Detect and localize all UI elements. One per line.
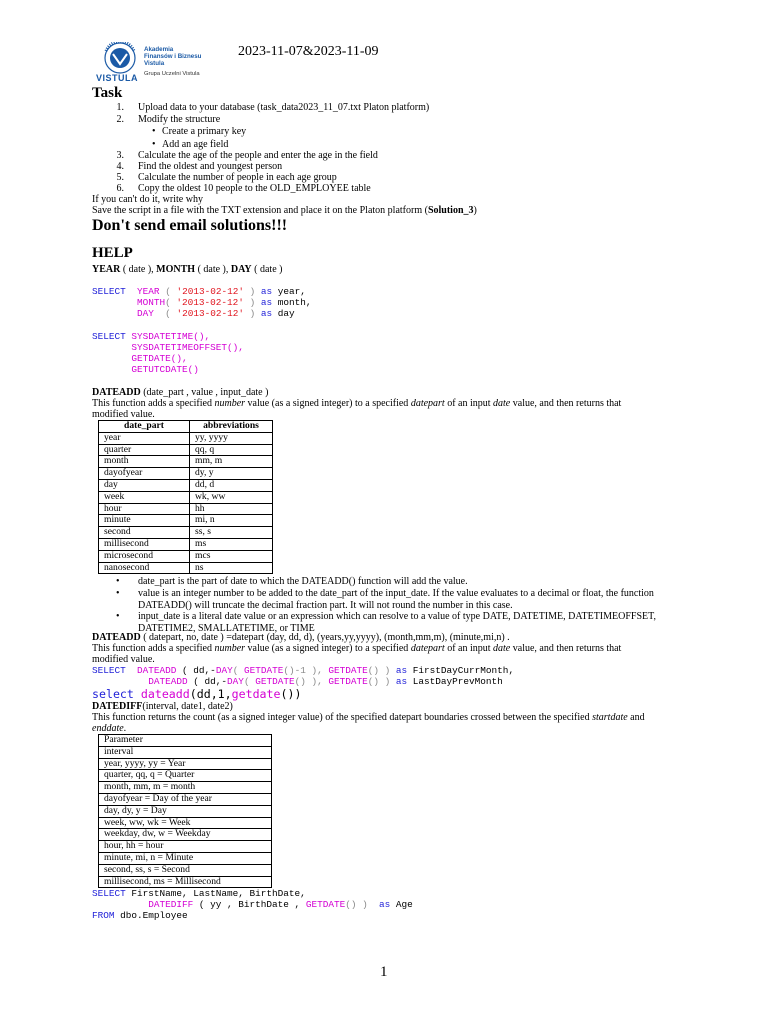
abbreviation-cell: dy, y — [190, 468, 273, 480]
table-row — [99, 864, 272, 876]
table-row — [99, 444, 273, 456]
datediff-heading: DATEDIFF(interval, date1, date2) — [92, 701, 233, 712]
parameter-cell: minute, mi, n = Minute — [99, 852, 272, 864]
abbreviation-cell: mm, m — [190, 456, 273, 468]
table-row — [99, 817, 272, 829]
abbreviation-cell: ss, s — [190, 527, 273, 539]
logo-brand: VISTULA — [96, 73, 139, 83]
table-row — [99, 746, 272, 758]
task-subitem-1: • Create a primary key — [162, 126, 246, 137]
date-part-cell: second — [99, 527, 190, 539]
parameter-cell: second, ss, s = Second — [99, 864, 272, 876]
table-row — [99, 841, 272, 853]
parameter-cell: weekday, dw, w = Weekday — [99, 829, 272, 841]
warning-heading: Don't send email solutions!!! — [92, 217, 288, 234]
page-number: 1 — [380, 964, 388, 980]
table-row — [99, 562, 273, 574]
abbreviation-cell: mcs — [190, 550, 273, 562]
parameter-cell: quarter, qq, q = Quarter — [99, 770, 272, 782]
parameter-cell: week, ww, wk = Week — [99, 817, 272, 829]
date-part-table — [98, 420, 273, 574]
table-row — [99, 805, 272, 817]
table-header: abbreviations — [190, 421, 273, 433]
table-row — [99, 735, 272, 747]
abbreviation-cell: wk, ww — [190, 491, 273, 503]
parameter-cell: dayofyear = Day of the year — [99, 793, 272, 805]
help-title: HELP — [92, 245, 133, 261]
table-row — [99, 491, 273, 503]
table-row — [99, 876, 272, 888]
date-functions-line: YEAR ( date ), MONTH ( date ), DAY ( date ) — [92, 264, 283, 275]
list-item: • value is an integer number to be added to the date_part of the input_date. If the value evaluates to a decimal or float, the function DATEADD() will truncate the decimal fraction part. It will not round the number in this case. — [138, 588, 678, 611]
abbreviation-cell: dd, d — [190, 479, 273, 491]
date-part-cell: quarter — [99, 444, 190, 456]
dateadd-description-2: This function adds a specified number value (as a signed integer) to a specified datepart of an input date value, and then returns that modified value. — [92, 643, 622, 665]
parameter-cell: month, mm, m = month — [99, 782, 272, 794]
date-part-cell: hour — [99, 503, 190, 515]
logo-line3: Vistula — [144, 60, 165, 67]
code-dateadd-month: SELECT DATEADD ( dd,-DAY( GETDATE()-1 ), GETDATE() ) as FirstDayCurrMonth, DATEADD ( dd,-DAY( GETDATE() ), GETDATE() ) as LastDayPrevMonth — [92, 665, 515, 687]
list-item: • input_date is a literal date value or an expression which can resolve to a value of type DATE, DATETIME, DATETIMEOFFSET, DATETIME2, SMALLATETIME, or TIME — [138, 611, 678, 634]
table-row — [99, 550, 273, 562]
parameter-cell: Parameter — [99, 735, 272, 747]
table-row — [99, 793, 272, 805]
parameter-cell: day, dy, y = Day — [99, 805, 272, 817]
date-part-cell: month — [99, 456, 190, 468]
table-row — [99, 782, 272, 794]
code-datediff-age: SELECT FirstName, LastName, BirthDate, DATEDIFF ( yy , BirthDate , GETDATE() ) as Age FROM dbo.Employee — [92, 888, 413, 921]
date-part-cell: millisecond — [99, 538, 190, 550]
table-row — [99, 456, 273, 468]
task-note-1: If you can't do it, write why — [92, 194, 203, 205]
date-part-cell: minute — [99, 515, 190, 527]
logo-line2: Finansów i Biznesu — [144, 53, 202, 60]
date-part-cell: week — [99, 491, 190, 503]
table-row — [99, 829, 272, 841]
code-dateadd-getdate: select dateadd(dd,1,getdate()) — [92, 687, 302, 701]
task-subitem-2: • Add an age field — [162, 139, 228, 150]
abbreviation-cell: yy, yyyy — [190, 432, 273, 444]
parameter-cell: interval — [99, 746, 272, 758]
table-row — [99, 538, 273, 550]
table-row — [99, 852, 272, 864]
table-row — [99, 468, 273, 480]
list-item: • date_part is the part of date to which the DATEADD() function will add the value. — [138, 576, 678, 588]
table-row — [99, 758, 272, 770]
logo-group: Grupa Uczelni Vistula — [144, 71, 200, 77]
task-title: Task — [92, 85, 123, 101]
task-note-2: Save the script in a file with the TXT extension and place it on the Platon platform (Solution_3) — [92, 205, 477, 216]
parameter-cell: millisecond, ms = Millisecond — [99, 876, 272, 888]
code-year-month-day: SELECT YEAR ( '2013-02-12' ) as year, MONTH( '2013-02-12' ) as month, DAY ( '2013-02-12' ) as day — [92, 286, 312, 319]
table-row — [99, 515, 273, 527]
parameter-cell: hour, hh = hour — [99, 841, 272, 853]
abbreviation-cell: ns — [190, 562, 273, 574]
logo — [96, 42, 208, 84]
vistula-emblem-icon — [98, 42, 142, 74]
table-row — [99, 527, 273, 539]
table-row — [99, 432, 273, 444]
abbreviation-cell: qq, q — [190, 444, 273, 456]
date-part-cell: nanosecond — [99, 562, 190, 574]
datediff-description: This function returns the count (as a signed integer value) of the specified datepart boundaries crossed between the specified startdate and enddate. — [92, 712, 645, 734]
date-part-cell: day — [99, 479, 190, 491]
logo-line1: Akademia — [144, 46, 174, 53]
abbreviation-cell: mi, n — [190, 515, 273, 527]
header-date: 2023-11-07&2023-11-09 — [238, 44, 379, 59]
date-part-cell: dayofyear — [99, 468, 190, 480]
abbreviation-cell: hh — [190, 503, 273, 515]
date-part-cell: microsecond — [99, 550, 190, 562]
parameter-cell: year, yyyy, yy = Year — [99, 758, 272, 770]
table-row — [99, 479, 273, 491]
dateadd-heading: DATEADD (date_part , value , input_date ) — [92, 387, 269, 398]
table-row — [99, 770, 272, 782]
abbreviation-cell: ms — [190, 538, 273, 550]
dateadd-description: This function adds a specified number value (as a signed integer) to a specified datepart of an input date value, and then returns that modified value. — [92, 398, 622, 420]
table-row — [99, 503, 273, 515]
dateadd-datepart-heading: DATEADD ( datepart, no, date ) =datepart (day, dd, d), (years,yy,yyyy), (month,mm,m), (minute,mi,n) . — [92, 632, 510, 643]
table-header: date_part — [99, 421, 190, 433]
code-sysdatetime: SELECT SYSDATETIME(), SYSDATETIMEOFFSET(), GETDATE(), GETUTCDATE() — [92, 331, 244, 375]
table-header-row — [99, 421, 273, 433]
datediff-parameter-table — [98, 734, 272, 888]
date-part-cell: year — [99, 432, 190, 444]
